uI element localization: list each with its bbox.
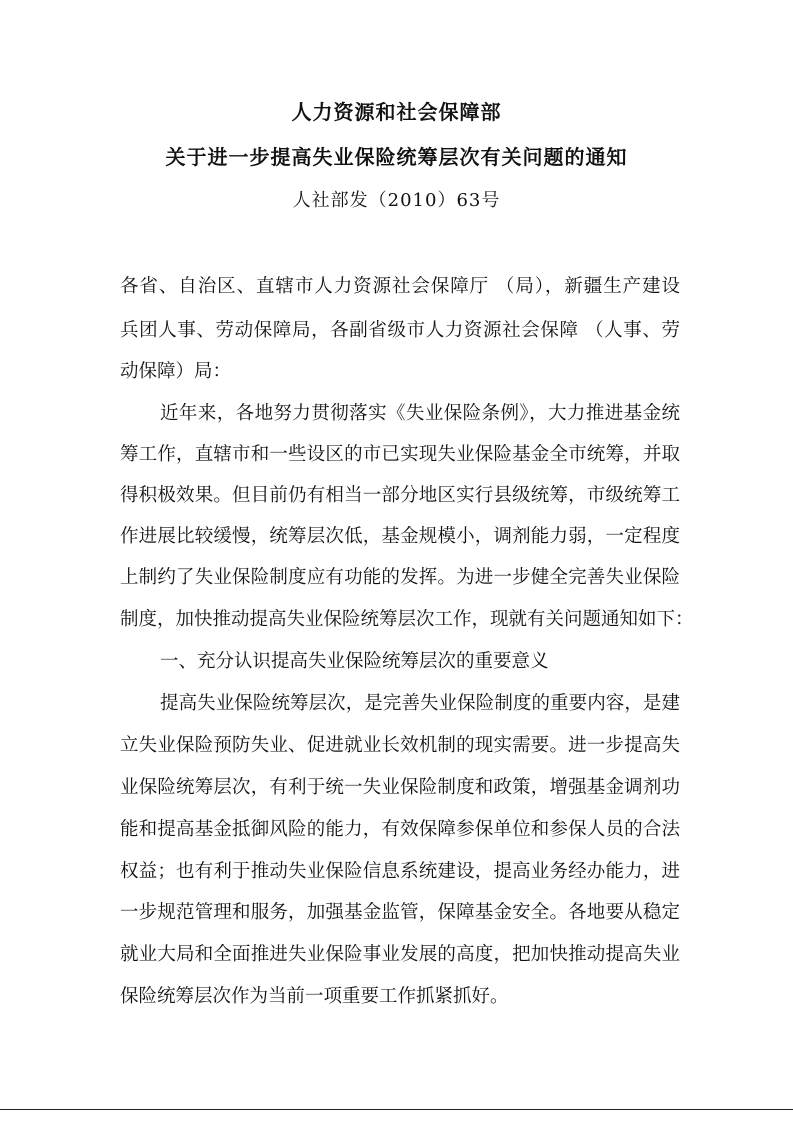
body-text-line: 一步规范管理和服务，加强基金监管，保障基金安全。各地要从稳定 xyxy=(120,902,680,923)
body-text-line: 上制约了失业保险制度应有功能的发挥。为进一步健全完善失业保险 xyxy=(120,567,680,588)
body-text-line: 能和提高基金抵御风险的能力，有效保障参保单位和参保人员的合法 xyxy=(120,819,680,840)
body-text-line: 近年来，各地努力贯彻落实《失业保险条例》，大力推进基金统 xyxy=(160,403,680,424)
body-text-line: 保险统筹层次作为当前一项重要工作抓紧抓好。 xyxy=(120,986,509,1007)
body-text-line: 得积极效果。但目前仍有相当一部分地区实行县级统筹，市级统筹工 xyxy=(120,485,680,506)
issuer-title: 人力资源和社会保障部 xyxy=(291,100,502,124)
body-text-line: 立失业保险预防失业、促进就业长效机制的现实需要。进一步提高失 xyxy=(120,735,680,756)
notice-title: 关于进一步提高失业保险统筹层次有关问题的通知 xyxy=(165,145,628,169)
page-bottom-rule xyxy=(0,1109,793,1110)
addressee-line: 兵团人事、劳动保障局，各副省级市人力资源社会保障 （人事、劳 xyxy=(120,320,680,341)
body-text-line: 业保险统筹层次，有利于统一失业保险制度和政策，增强基金调剂功 xyxy=(120,777,680,798)
document-number: 人社部发（2010）63号 xyxy=(292,190,501,211)
section-heading: 一、充分认识提高失业保险统筹层次的重要意义 xyxy=(160,651,549,672)
body-text-line: 筹工作，直辖市和一些设区的市已实现失业保险基金全市统筹，并取 xyxy=(120,444,680,465)
addressee-line: 各省、自治区、直辖市人力资源社会保障厅 （局），新疆生产建设 xyxy=(120,276,680,297)
body-text-line: 制度，加快推动提高失业保险统筹层次工作，现就有关问题通知如下： xyxy=(120,609,694,630)
body-text-line: 作进展比较缓慢，统筹层次低，基金规模小，调剂能力弱，一定程度 xyxy=(120,526,680,547)
addressee-line: 动保障）局： xyxy=(120,361,232,382)
body-text-line: 提高失业保险统筹层次，是完善失业保险制度的重要内容，是建 xyxy=(160,693,680,714)
body-text-line: 权益；也有利于推动失业保险信息系统建设，提高业务经办能力，进 xyxy=(120,861,680,882)
body-text-line: 就业大局和全面推进失业保险事业发展的高度，把加快推动提高失业 xyxy=(120,944,680,965)
